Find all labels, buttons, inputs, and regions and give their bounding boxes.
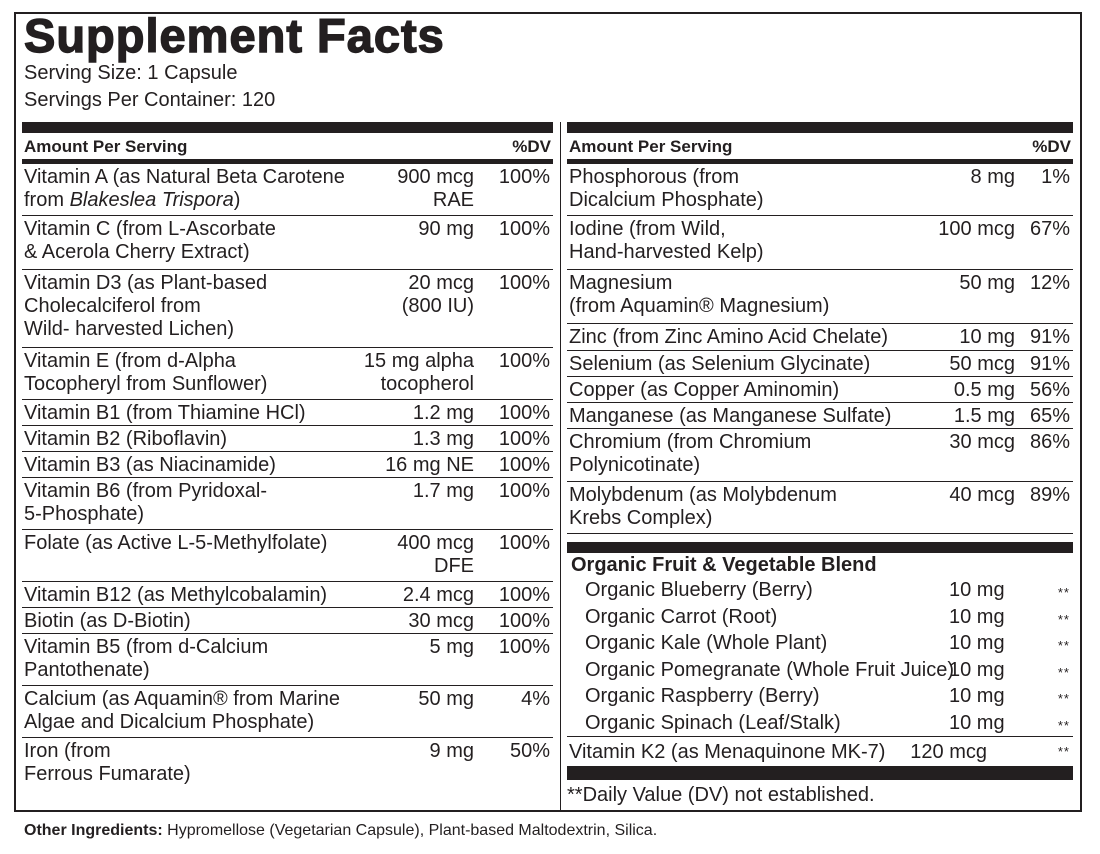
nutrient-amount: 50 mg xyxy=(418,688,474,710)
nutrient-row xyxy=(22,582,553,608)
nutrient-name: Manganese (as Manganese Sulfate) xyxy=(569,405,892,427)
blend-item-name: Organic Pomegranate (Whole Fruit Juice) xyxy=(585,658,955,681)
nutrient-row xyxy=(22,164,553,216)
column-divider xyxy=(560,122,561,812)
nutrient-amount: 16 mg NE xyxy=(385,454,474,476)
nutrient-amount: 0.5 mg xyxy=(953,379,1015,401)
nutrient-name: Magnesium (from Aquamin® Magnesium) xyxy=(569,272,830,317)
nutrient-amount: 10 mg xyxy=(959,326,1015,348)
nutrient-name: Vitamin B2 (Riboflavin) xyxy=(24,428,228,450)
left-rows xyxy=(22,164,553,791)
dv-header: %DV xyxy=(1032,137,1071,156)
nutrient-name: Iodine (from Wild, Hand-harvested Kelp) xyxy=(569,218,764,263)
dv-header: %DV xyxy=(512,137,551,156)
nutrient-amount: 1.3 mg xyxy=(412,428,474,450)
nutrient-row xyxy=(567,270,1073,324)
nutrient-row xyxy=(22,478,553,530)
blend-item-name: Organic Blueberry (Berry) xyxy=(585,579,813,601)
blend-item-amount: 10 mg xyxy=(949,685,1005,707)
blend-item-row xyxy=(567,657,1073,684)
right-rows xyxy=(567,164,1073,534)
blend-rows xyxy=(567,577,1073,736)
blend-item-name: Organic Raspberry (Berry) xyxy=(585,685,820,707)
dv-not-established-mark: ** xyxy=(1057,638,1070,653)
nutrient-dv: 100% xyxy=(498,428,550,450)
nutrient-dv: 100% xyxy=(498,272,550,294)
dv-not-established-mark: ** xyxy=(1057,611,1070,627)
dv-not-established-mark: ** xyxy=(1057,717,1070,733)
nutrient-dv: 100% xyxy=(498,402,550,424)
dv-not-established-mark: ** xyxy=(1057,664,1070,680)
nutrient-name: Vitamin D3 (as Plant-based Cholecalciferol from Wild- harvested Lichen) xyxy=(24,272,268,340)
nutrient-name: Biotin (as D-Biotin) xyxy=(24,610,191,632)
nutrient-dv: 65% xyxy=(1029,405,1070,427)
dv-footnote: **Daily Value (DV) not established. xyxy=(567,784,875,806)
nutrient-row xyxy=(22,634,553,686)
nutrient-row xyxy=(22,426,553,452)
nutrient-amount: 1.7 mg xyxy=(412,480,474,502)
nutrient-dv: 89% xyxy=(1029,484,1070,506)
blend-item-amount: 10 mg xyxy=(949,579,1005,601)
nutrient-name: Zinc (from Zinc Amino Acid Chelate) xyxy=(569,326,888,348)
nutrient-name: Selenium (as Selenium Glycinate) xyxy=(569,353,871,375)
nutrient-name: Vitamin B1 (from Thiamine HCl) xyxy=(24,402,306,424)
nutrient-amount: 90 mg xyxy=(418,218,474,240)
nutrient-amount: 20 mcg (800 IU) xyxy=(401,272,474,317)
nutrient-dv: 86% xyxy=(1029,431,1070,453)
blend-item-row xyxy=(567,683,1073,710)
nutrient-amount: 50 mg xyxy=(959,272,1015,294)
blend-item-row xyxy=(567,710,1073,737)
dv-not-established-mark: ** xyxy=(1057,691,1070,706)
servings-per-container: Servings Per Container: 120 xyxy=(24,89,276,111)
nutrient-name: Vitamin B3 (as Niacinamide) xyxy=(24,454,276,476)
nutrient-row xyxy=(22,608,553,634)
nutrient-name: Calcium (as Aquamin® from Marine Algae and Dicalcium Phosphate) xyxy=(24,688,340,733)
nutrient-row xyxy=(567,324,1073,351)
thick-rule xyxy=(567,122,1073,133)
nutrient-dv: 100% xyxy=(498,480,550,502)
blend-item-row xyxy=(567,577,1073,604)
nutrient-name: Folate (as Active L-5-Methylfolate) xyxy=(24,532,328,554)
left-table-header xyxy=(22,133,553,164)
nutrient-amount: 9 mg xyxy=(429,740,474,762)
nutrient-dv: 91% xyxy=(1029,326,1070,348)
nutrient-row xyxy=(567,403,1073,429)
nutrient-amount: 1.2 mg xyxy=(412,402,474,424)
nutrient-dv: 12% xyxy=(1029,272,1070,294)
blend-item-amount: 10 mg xyxy=(949,632,1005,654)
nutrient-amount: 1.5 mg xyxy=(953,405,1015,427)
nutrient-row xyxy=(567,164,1073,216)
blend-item-amount: 10 mg xyxy=(949,605,1005,628)
other-ingredients xyxy=(24,822,657,840)
left-nutrient-column xyxy=(22,122,553,791)
nutrient-amount: 8 mg xyxy=(970,166,1015,188)
blend-item-row xyxy=(567,630,1073,657)
right-nutrient-column xyxy=(567,122,1073,780)
nutrient-dv: 100% xyxy=(498,454,550,476)
nutrient-row xyxy=(567,216,1073,270)
nutrient-amount: 2.4 mcg xyxy=(402,584,474,606)
nutrient-row xyxy=(22,348,553,400)
nutrient-name: Copper (as Copper Aminomin) xyxy=(569,379,840,401)
thick-rule xyxy=(22,122,553,133)
nutrient-name: Vitamin E (from d-Alpha Tocopheryl from Sunflower) xyxy=(24,350,268,395)
blend-item-row xyxy=(567,604,1073,631)
nutrient-row xyxy=(22,738,553,791)
other-ingredients-label: Other Ingredients: xyxy=(24,822,163,839)
blend-item-name: Organic Spinach (Leaf/Stalk) xyxy=(585,711,841,734)
nutrient-amount: 120 mcg xyxy=(910,741,987,763)
nutrient-name: Vitamin B5 (from d-Calcium Pantothenate) xyxy=(24,636,269,681)
nutrient-dv: 100% xyxy=(498,636,550,658)
nutrient-dv: 1% xyxy=(1041,166,1070,188)
nutrient-name: Iron (from Ferrous Fumarate) xyxy=(24,740,191,785)
nutrient-name: Molybdenum (as Molybdenum Krebs Complex) xyxy=(569,484,837,529)
panel-title: Supplement Facts xyxy=(24,9,445,62)
other-ingredients-text: Hypromellose (Vegetarian Capsule), Plant-based Maltodextrin, Silica. xyxy=(162,822,658,839)
nutrient-row xyxy=(22,270,553,348)
nutrient-row xyxy=(22,686,553,738)
nutrient-row xyxy=(22,530,553,582)
bottom-thick-rule xyxy=(567,766,1073,780)
blend-thick-rule xyxy=(567,542,1073,553)
nutrient-row xyxy=(22,216,553,270)
nutrient-name: Vitamin B12 (as Methylcobalamin) xyxy=(24,584,328,606)
nutrient-dv: 100% xyxy=(498,584,550,606)
amount-per-serving-header: Amount Per Serving xyxy=(569,137,733,156)
nutrient-amount: 400 mcg DFE xyxy=(397,532,474,577)
nutrient-row xyxy=(567,429,1073,482)
nutrient-name: Vitamin B6 (from Pyridoxal- 5-Phosphate) xyxy=(24,480,268,525)
nutrient-dv: 56% xyxy=(1029,379,1070,401)
nutrient-dv: 100% xyxy=(498,532,550,554)
serving-size: Serving Size: 1 Capsule xyxy=(24,62,238,84)
dv-not-established-mark: ** xyxy=(1057,744,1070,759)
nutrient-amount: 30 mcg xyxy=(408,610,474,632)
nutrient-dv: 100% xyxy=(498,350,550,372)
nutrient-dv: 100% xyxy=(498,610,550,632)
nutrient-name: Chromium (from Chromium Polynicotinate) xyxy=(569,431,812,476)
nutrient-row xyxy=(22,400,553,426)
nutrient-dv: 100% xyxy=(498,218,550,240)
nutrient-amount: 30 mcg xyxy=(949,431,1015,453)
nutrient-amount: 900 mcg RAE xyxy=(397,166,474,211)
nutrient-row xyxy=(567,377,1073,403)
vitamin-k2-row xyxy=(567,736,1073,766)
nutrient-amount: 50 mcg xyxy=(949,353,1015,375)
nutrient-row xyxy=(22,452,553,478)
nutrient-dv: 4% xyxy=(521,688,550,710)
nutrient-dv: 100% xyxy=(498,166,550,188)
nutrient-name: Vitamin A (as Natural Beta Carotene from Blakeslea Trispora) xyxy=(24,166,345,211)
nutrient-dv: 50% xyxy=(509,740,550,762)
nutrient-name: Vitamin C (from L-Ascorbate & Acerola Cherry Extract) xyxy=(24,218,276,263)
blend-title: Organic Fruit & Vegetable Blend xyxy=(571,554,877,576)
right-table-header xyxy=(567,133,1073,164)
nutrient-row xyxy=(567,482,1073,534)
nutrient-amount: 40 mcg xyxy=(949,484,1015,506)
blend-item-name: Organic Carrot (Root) xyxy=(585,605,778,628)
nutrient-amount: 5 mg xyxy=(429,636,474,658)
amount-per-serving-header: Amount Per Serving xyxy=(24,137,188,156)
blend-item-amount: 10 mg xyxy=(949,658,1005,681)
nutrient-row xyxy=(567,351,1073,377)
blend-item-name: Organic Kale (Whole Plant) xyxy=(585,632,828,654)
nutrient-amount: 15 mg alpha tocopherol xyxy=(363,350,474,395)
nutrient-dv: 91% xyxy=(1029,353,1070,375)
nutrient-name: Phosphorous (from Dicalcium Phosphate) xyxy=(569,166,764,211)
nutrient-amount: 100 mcg xyxy=(938,218,1015,240)
blend-item-amount: 10 mg xyxy=(949,711,1005,734)
nutrient-dv: 67% xyxy=(1029,218,1070,240)
nutrient-name: Vitamin K2 (as Menaquinone MK-7) xyxy=(569,741,886,763)
dv-not-established-mark: ** xyxy=(1057,585,1070,600)
